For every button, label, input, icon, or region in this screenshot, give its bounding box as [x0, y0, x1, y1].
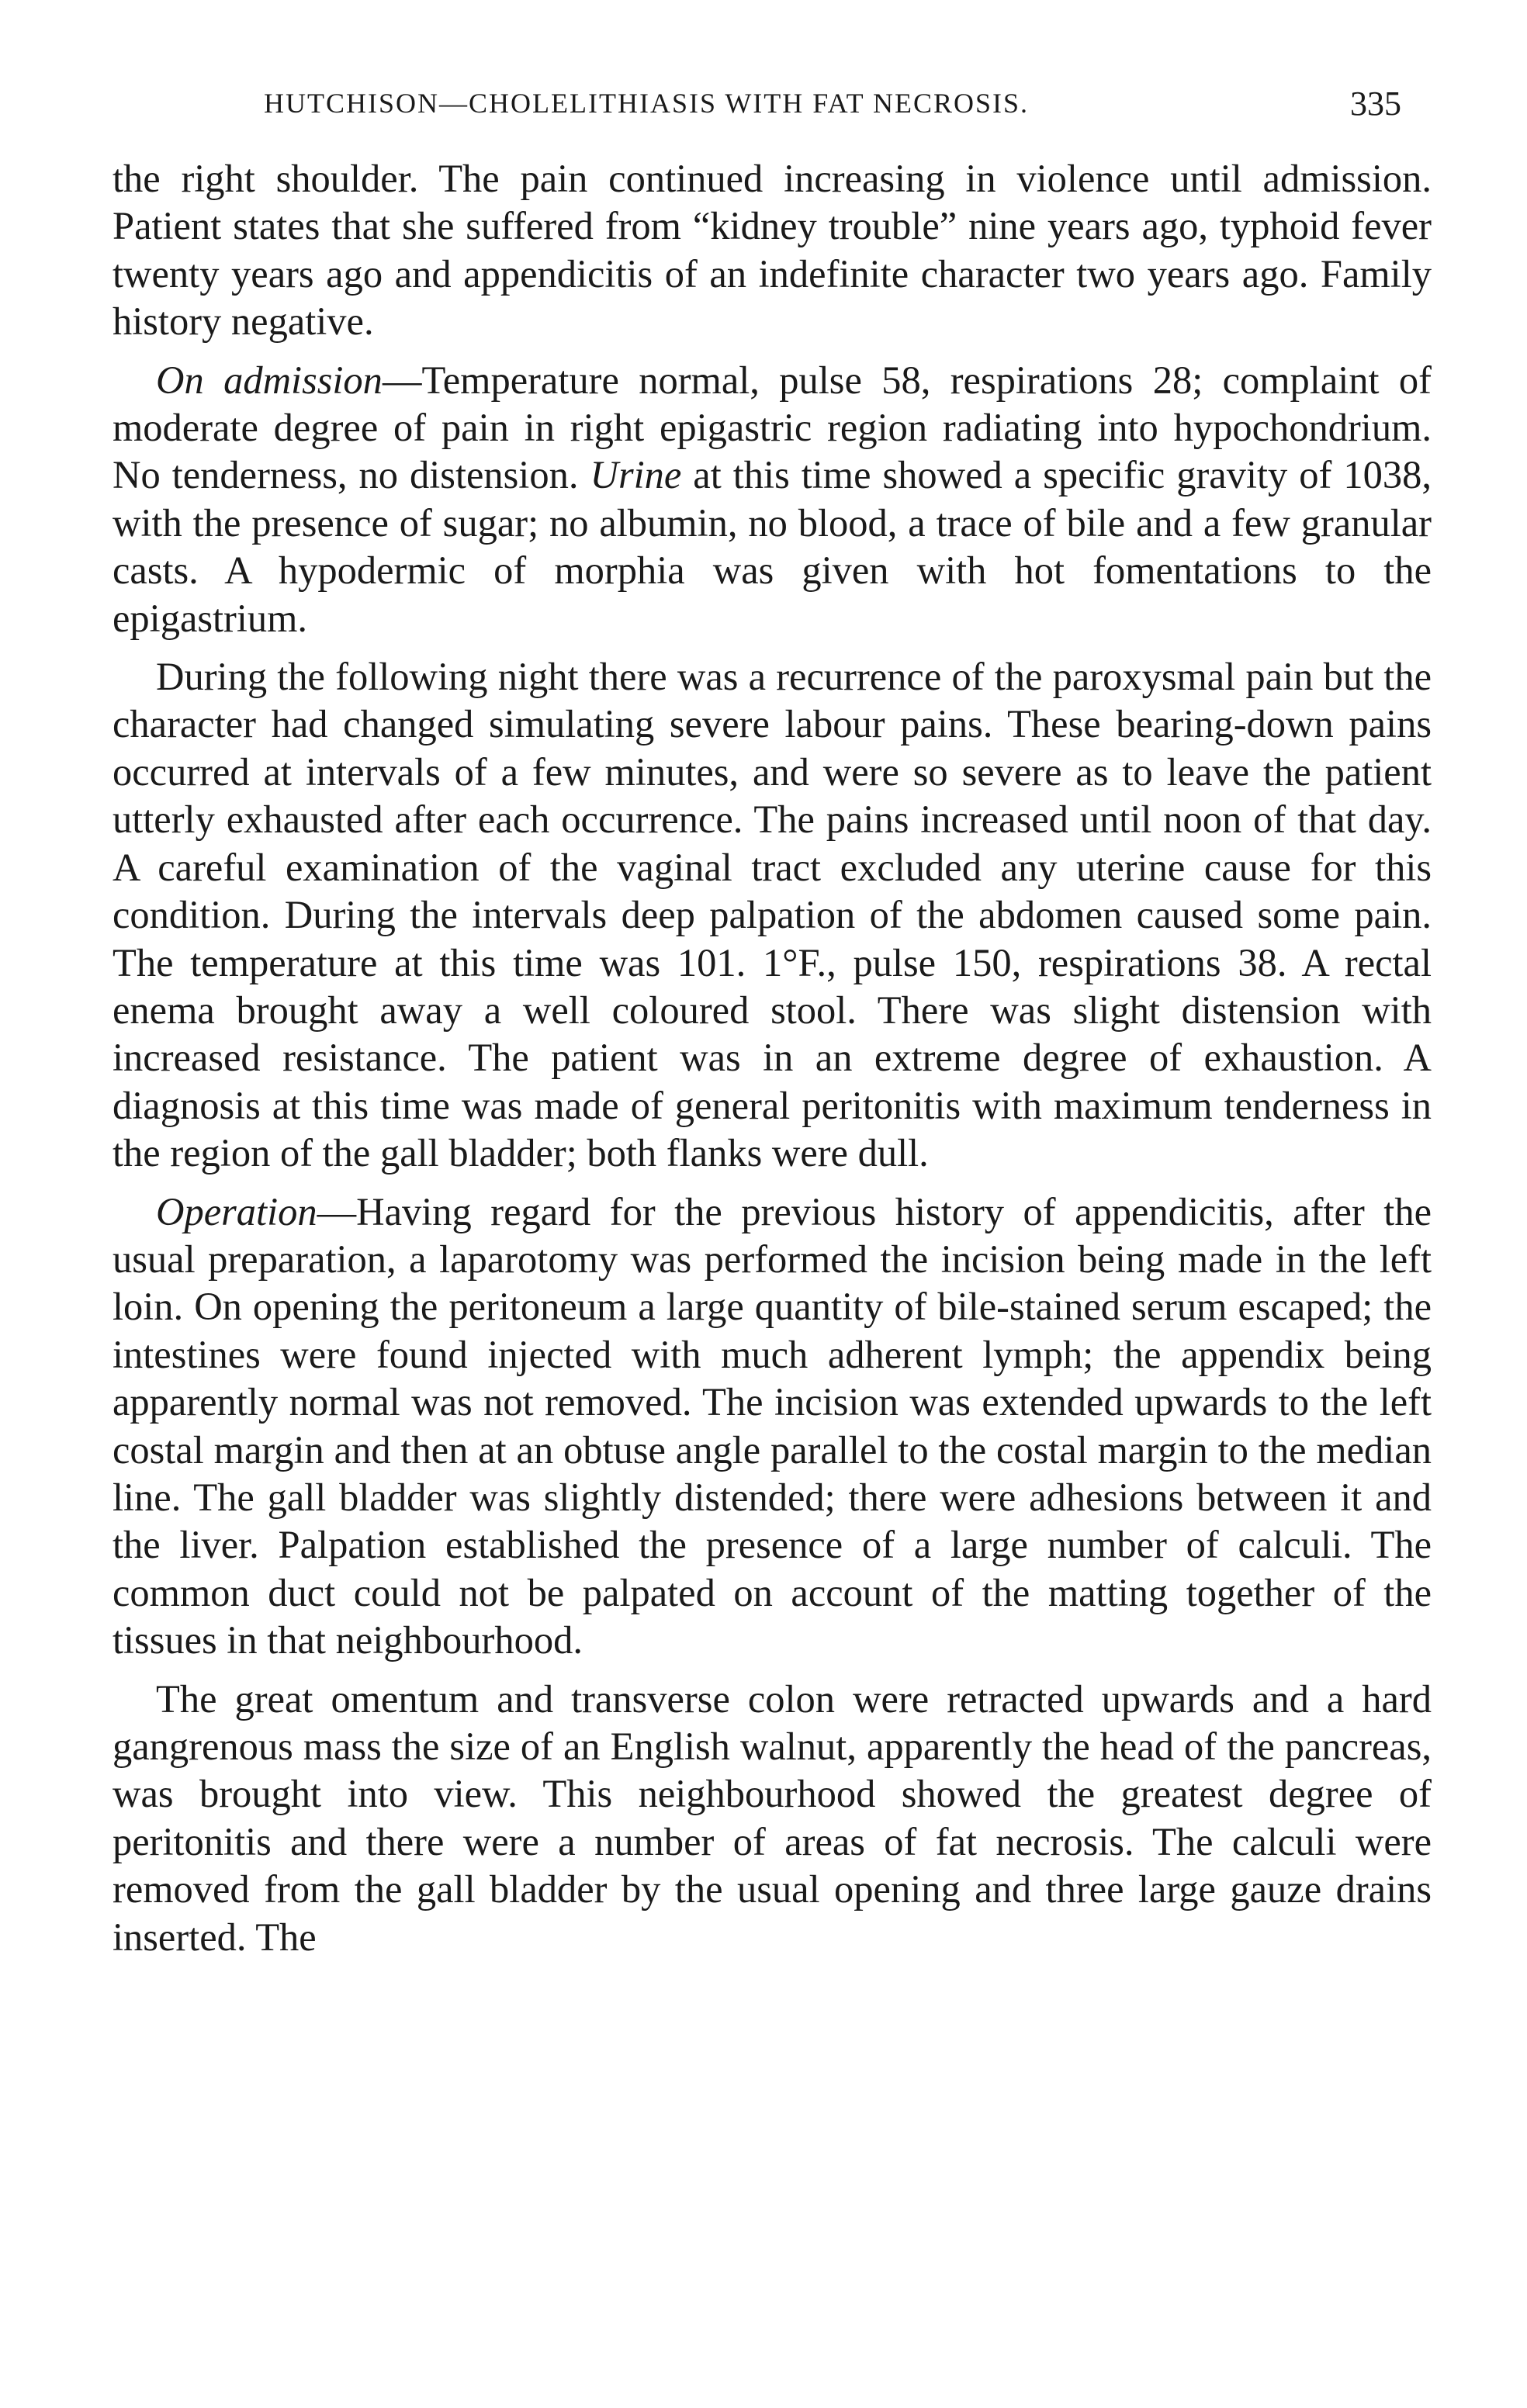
- paragraph-text: —Temperature normal, pulse 58, respirations 28; complaint of moderate degree of pain in right epigastric region radiating into hypochondrium. No tenderness, no distension.: [113, 358, 1432, 497]
- paragraph-following-night: [113, 653, 1432, 1177]
- paragraph-omentum: [113, 1676, 1432, 1961]
- paragraph-text: —Having regard for the previous history of appendicitis, after the usual preparation, a laparotomy was performed the incision being made in the left loin. On opening the peritoneum a large quantity of bile-stained serum escaped; the intestines were found injected with much adherent lymph; the appendix being apparently normal was not removed. The incision was extended upwards to the left costal margin and then at an obtuse angle parallel to the costal margin to the median line. The gall bladder was slightly distended; there were adhesions between it and the liver. Palpation established the presence of a large number of calculi. The common duct could not be palpated on account of the matting together of the tissues in that neighbourhood.: [113, 1189, 1432, 1662]
- page-number: 335: [1350, 85, 1401, 123]
- paragraph-lead: On admission: [156, 358, 383, 402]
- paragraph-text: The great omentum and transverse colon were retracted upwards and a hard gangrenous mass the size of an English walnut, apparently the head of the pancreas, was brought into view. This neighbourhood showed the greatest degree of peritonitis and there were a number of areas of fat necrosis. The calculi were removed from the gall bladder by the usual opening and three large gauze drains inserted. The: [113, 1676, 1432, 1959]
- paragraph-inline-italic: Urine: [590, 453, 682, 497]
- paragraph-continuation: [113, 155, 1432, 346]
- paragraph-text: During the following night there was a recurrence of the paroxysmal pain but the character had changed simulating severe labour pains. These bearing-down pains occurred at intervals of a few minutes, and were so severe as to leave the patient utterly exhausted after each occurrence. The pains increased until noon of that day. A careful examination of the vaginal tract excluded any uterine cause for this condition. During the intervals deep palpation of the abdomen caused some pain. The temperature at this time was 101. 1°F., pulse 150, respirations 38. A rectal enema brought away a well coloured stool. There was slight distension with increased resistance. The patient was in an extreme degree of exhaustion. A diagnosis at this time was made of general peritonitis with maximum tenderness in the region of the gall bladder; both flanks were dull.: [113, 655, 1432, 1175]
- running-head: HUTCHISON—CHOLELITHIASIS WITH FAT NECROSIS.: [264, 88, 1030, 119]
- article-body: [113, 155, 1432, 1972]
- paragraph-on-admission: [113, 357, 1432, 642]
- paragraph-lead: Operation: [156, 1189, 317, 1233]
- paragraph-operation: [113, 1188, 1432, 1665]
- paragraph-text-after: at this time showed a specific gravity of 1038, with the presence of sugar; no albumin, no blood, a trace of bile and a few granular casts. A hypodermic of morphia was given with hot fomentations to the epigastrium.: [113, 453, 1432, 640]
- paragraph-text: the right shoulder. The pain continued increasing in violence until admission. Patient states that she suffered from “kidney trouble” nine years ago, typhoid fever twenty years ago and appendicitis of an indefinite character two years ago. Family history negative.: [113, 157, 1432, 344]
